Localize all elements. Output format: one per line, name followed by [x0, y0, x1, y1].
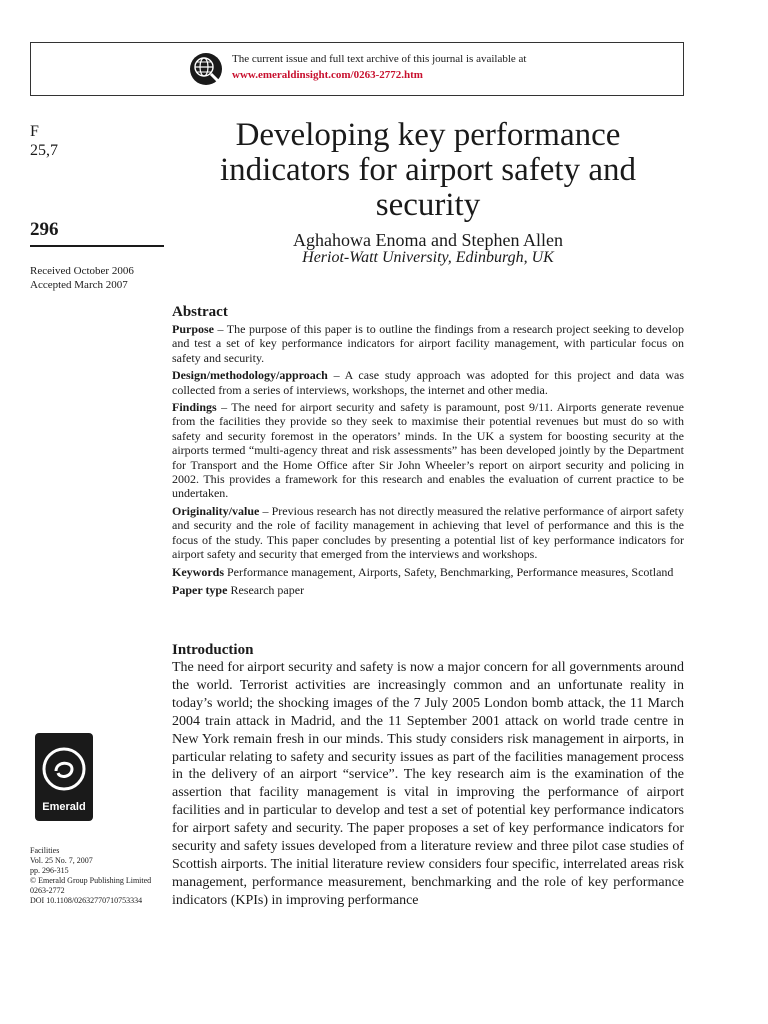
article-title: Developing key performance indicators for airport safety and security — [219, 117, 636, 223]
abstract-text: – Previous research has not directly measured the relative performance of airport safety and security and the role of facility management in achieving that level of performance and this is the focus of the study. This paper concludes by presenting a potential list of key performance indicators for airport safety and security that emerged from the interviews and workshops. — [172, 503, 684, 562]
pub-journal-name: Facilities — [30, 846, 60, 855]
abstract-purpose — [172, 322, 684, 365]
author-affiliation: Heriot-Watt University, Edinburgh, UK — [302, 249, 554, 266]
abstract-heading: Abstract — [172, 304, 228, 320]
abstract-text: Research paper — [227, 582, 305, 597]
abstract-keywords — [172, 565, 684, 579]
journal-url-link[interactable]: www.emeraldinsight.com/0263-2772.htm — [232, 69, 423, 81]
emerald-logo-icon — [35, 733, 93, 821]
article-authors: Aghahowa Enoma and Stephen Allen — [293, 230, 563, 250]
abstract-label: Design/methodology/approach — [172, 368, 328, 383]
received-accepted-dates — [30, 264, 134, 292]
abstract-label: Originality/value — [172, 503, 260, 518]
abstract-text: – The purpose of this paper is to outline the findings from a research project seeking to develop and test a set of key performance indicators for airport facility management, with particular focus on safety and security. — [172, 322, 684, 365]
abstract-label: Purpose — [172, 322, 214, 336]
journal-letter: F — [30, 123, 39, 140]
abstract-section — [172, 304, 684, 600]
received-date: Received October 2006 — [30, 265, 134, 277]
availability-text: The current issue and full text archive of this journal is available at — [232, 53, 527, 65]
abstract-originality — [172, 504, 684, 562]
pub-issn: 0263-2772 — [30, 886, 65, 895]
abstract-label: Findings — [172, 400, 217, 415]
accepted-date: Accepted March 2007 — [30, 279, 128, 291]
pub-pages: pp. 296-315 — [30, 866, 69, 875]
abstract-text: – The need for airport security and safety is paramount, post 9/11. Airports generate revenue from the facilities they provide so they seek to maximise their potential revenues but must do so with safety and security foremost in the operators’ minds. In the UK a system for boosting security at the airports termed “multi-agency threat and risk assessments” has been developed jointly by the Department for Transport and the Home Office after Sir John Wheeler’s report on airport security and policing in 2002. This provides a framework for this research and enables the evaluation of current practice to be undertaken. — [172, 400, 684, 501]
abstract-label: Paper type — [172, 582, 228, 597]
abstract-text: – A case study approach was adopted for this project and data was collected from a series of interviews, workshops, the internet and other media. — [172, 368, 684, 397]
emerald-logo-text: Emerald — [42, 801, 86, 813]
pub-copyright: © Emerald Group Publishing Limited — [30, 876, 152, 885]
pub-volume: Vol. 25 No. 7, 2007 — [30, 856, 93, 865]
abstract-label: Keywords — [172, 564, 224, 579]
abstract-findings — [172, 400, 684, 501]
introduction-heading: Introduction — [172, 642, 254, 658]
journal-availability-box — [30, 42, 684, 96]
abstract-text: Performance management, Airports, Safety, Benchmarking, Performance measures, Scotland — [224, 564, 674, 579]
introduction-body: The need for airport security and safety is now a major concern for all governments around the world. Terrorist activities are increasingly common and an unfortunate reality in today’s world; the shocking images of the 7 July 2005 London bomb attack, the 11 March 2004 train attack in Madrid, and the 11 September 2001 attack on world trade centre in New York remain fresh in our minds. This study considers risk management in airports, in particular relating to safety and security issues as part of the facilities management process in the delivery of an airport “service”. The key research aim is the examination of the assertion that facility management is vital in improving the performance of airport facilities and in particular to develop and test a set of potential key performance indicators for airport safety and security. The paper proposes a set of key performance indicators for security and safety issues developed from a literature review and three pilot case studies of Scottish airports. The initial literature review considers four specific, interrelated areas risk management, performance measurement, benchmarking and the role of key performance indicators (KPIs) in improving performance — [172, 660, 684, 908]
abstract-design — [172, 368, 684, 397]
journal-volume-issue: 25,7 — [30, 142, 58, 159]
abstract-paper-type — [172, 583, 684, 597]
pub-doi: DOI 10.1108/02632770710753334 — [30, 896, 143, 905]
journal-code — [30, 122, 58, 160]
introduction-section — [172, 641, 684, 910]
publication-info — [30, 846, 170, 906]
page-number: 296 — [30, 219, 59, 240]
globe-icon — [189, 52, 223, 86]
page-number-rule — [30, 245, 164, 247]
